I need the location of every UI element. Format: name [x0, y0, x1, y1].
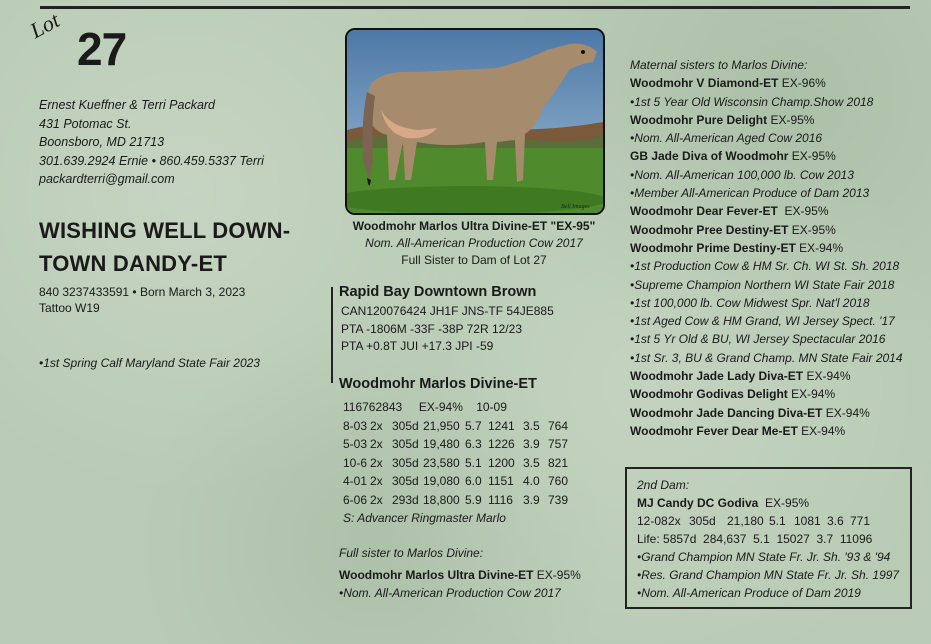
dam-record-cell: 305d [392, 474, 419, 488]
sire-line: CAN120076424 JH1F JNS-TF 54JE885 [341, 304, 554, 318]
dam-record-cell: 3.9 [523, 437, 540, 451]
maternal-sister-score: EX-94% [787, 387, 836, 402]
dam-records [343, 398, 574, 528]
dam-record-row [343, 454, 574, 473]
animal-name [39, 214, 290, 280]
top-rule [40, 6, 910, 9]
second-dam-award: •Nom. All-American Produce of Dam 2019 [637, 586, 861, 600]
maternal-sister-name: Woodmohr Fever Dear Me-ET [630, 423, 798, 438]
second-dam-record-cell: 1081 [794, 514, 821, 528]
maternal-sister-name: Woodmohr Prime Destiny-ET [630, 240, 796, 255]
maternal-sister-name: Woodmohr Jade Lady Diva-ET [630, 369, 804, 384]
dam-record-cell: 19,480 [423, 437, 460, 451]
dam-record-cell: 19,080 [423, 474, 460, 488]
dam-record-cell: 2x [370, 492, 383, 507]
maternal-sister-line [630, 74, 903, 92]
dam-id-line: 116762843 EX-94% 10-09 [343, 400, 507, 414]
dam-record-cell: 4.0 [523, 474, 540, 488]
second-dam-record-cell: 305d [689, 514, 716, 528]
maternal-header: Maternal sisters to Marlos Divine: [630, 58, 808, 72]
dam-record-cell: 23,580 [423, 455, 460, 470]
dam-record-row [343, 417, 574, 436]
dam-record-cell: 5.1 [465, 455, 482, 470]
dam-record-cell: 21,950 [423, 418, 460, 433]
animal-registration [39, 284, 245, 316]
maternal-sister-score: EX-95% [767, 112, 815, 127]
second-dam-record-cell: 3.6 [827, 514, 844, 528]
maternal-sister-line [630, 221, 903, 239]
full-sister-award: •Nom. All-American Production Cow 2017 [339, 586, 561, 600]
second-dam-score: EX-95% [758, 496, 810, 510]
maternal-sister-name: Woodmohr Pree Destiny-ET [630, 222, 789, 237]
maternal-sister-name: Woodmohr Dear Fever-ET [630, 204, 778, 219]
maternal-sister-score: EX-95% [788, 222, 836, 237]
dam-record-cell: 764 [548, 418, 569, 433]
dam-record-cell: 4-01 [343, 474, 368, 488]
dam-record-cell: 305d [392, 418, 419, 433]
consignor-contact [39, 96, 264, 189]
photo-caption-award: Nom. All-American Production Cow 2017 [365, 236, 583, 250]
maternal-sister-score: EX-94% [797, 423, 846, 438]
maternal-sister-line [630, 422, 903, 440]
second-dam-award: •Grand Champion MN State Fr. Jr. Sh. '93 & '94 [637, 550, 891, 564]
dam-record-cell: 5.7 [465, 418, 482, 433]
full-sister-header: Full sister to Marlos Divine: [339, 546, 484, 560]
cow-photo [345, 28, 605, 215]
dam-record-cell: 1226 [488, 437, 515, 451]
dam-record-cell: 293d [392, 492, 419, 507]
dam-record-row [343, 491, 574, 510]
photo-caption [339, 218, 609, 269]
maternal-sister-name: Woodmohr Jade Dancing Diva-ET [630, 405, 823, 420]
cow-photo-illustration [347, 30, 603, 213]
second-dam-record-cell: 5.1 [769, 514, 786, 528]
animal-tattoo: Tattoo W19 [39, 301, 100, 315]
maternal-sister-award: •1st Aged Cow & HM Grand, WI Jersey Spect. '17 [630, 314, 895, 329]
second-dam-record-cell: 12-08 [637, 514, 668, 528]
dam-record-cell: 8-03 [343, 418, 368, 433]
maternal-sister-score: EX-96% [778, 76, 826, 91]
consignor-email[interactable]: packardterri@gmail.com [39, 172, 175, 186]
photo-watermark: Bell Images [561, 204, 590, 210]
second-dam [637, 476, 899, 602]
sire-line: PTA +0.8T JUI +17.3 JPI -59 [341, 339, 494, 353]
second-dam-record [637, 512, 899, 530]
maternal-sister-score: EX-94% [822, 405, 870, 420]
dam-record-row [343, 472, 574, 491]
maternal-sister-line [630, 239, 903, 257]
maternal-sister-line [630, 385, 903, 403]
maternal-sister-line [630, 202, 903, 220]
sire-line: PTA -1806M -33F -38P 72R 12/23 [341, 321, 522, 336]
pedigree-bracket [331, 287, 333, 383]
maternal-sister-award: •Member All-American Produce of Dam 2013 [630, 186, 870, 201]
consignor-street: 431 Potomac St. [39, 116, 132, 131]
maternal-sister-score: EX-95% [777, 204, 829, 219]
maternal-sister-award: •Nom. All-American Aged Cow 2016 [630, 131, 823, 146]
dam-record-cell: 3.5 [523, 455, 540, 470]
maternal-sister-award: •1st Sr. 3, BU & Grand Champ. MN State Fair 2014 [630, 350, 903, 365]
maternal-sister-award: •1st Production Cow & HM Sr. Ch. WI St. Sh. 2018 [630, 259, 900, 274]
sire-details [341, 303, 554, 356]
maternal-sister-name: Woodmohr Godivas Delight [630, 387, 788, 402]
dam-record-cell: 5.9 [465, 492, 482, 507]
animal-name-line1: WISHING WELL DOWN- [39, 218, 291, 243]
dam-record-cell: 6-06 [343, 492, 368, 507]
dam-name: Woodmohr Marlos Divine-ET [339, 376, 537, 392]
animal-award: •1st Spring Calf Maryland State Fair 2023 [39, 356, 260, 370]
animal-name-line2: TOWN DANDY-ET [39, 251, 227, 276]
maternal-sister-award: •1st 100,000 lb. Cow Midwest Spr. Nat'l 2018 [630, 295, 870, 310]
maternal-sister-score: EX-95% [788, 149, 836, 164]
dam-record-cell: 1200 [488, 455, 515, 470]
photo-caption-note: Full Sister to Dam of Lot 27 [401, 253, 547, 267]
dam-record-cell: 2x [370, 437, 383, 451]
maternal-sister-award: •Nom. All-American 100,000 lb. Cow 2013 [630, 167, 854, 182]
dam-record-cell: 1241 [488, 418, 515, 433]
consignor-names: Ernest Kueffner & Terri Packard [39, 98, 216, 112]
animal-reg-born: 840 3237433591 • Born March 3, 2023 [39, 285, 246, 299]
maternal-sister-name: Woodmohr Pure Delight [630, 112, 768, 127]
maternal-sister-name: Woodmohr V Diamond-ET [630, 76, 779, 91]
dam-record-cell: 5-03 [343, 437, 368, 451]
dam-sire-line: S: Advancer Ringmaster Marlo [343, 511, 506, 525]
consignor-city: Boonsboro, MD 21713 [39, 135, 165, 149]
maternal-sister-line [630, 147, 903, 165]
dam-record-cell: 18,800 [423, 492, 460, 507]
dam-record-cell: 305d [392, 455, 419, 470]
dam-record-cell: 2x [370, 474, 383, 488]
maternal-sister-score: EX-94% [803, 369, 851, 384]
dam-record-cell: 3.9 [523, 492, 540, 507]
maternal-sister-award: •Supreme Champion Northern WI State Fair 2018 [630, 277, 895, 292]
dam-record-cell: 6.0 [465, 474, 482, 488]
second-dam-award: •Res. Grand Champion MN State Fr. Jr. Sh. 1997 [637, 568, 900, 582]
lot-number: 27 [77, 23, 127, 75]
maternal-sister-line [630, 367, 903, 385]
dam-record-cell: 757 [548, 437, 569, 451]
maternal-sisters [630, 56, 903, 440]
dam-record-cell: 1151 [488, 474, 514, 488]
full-sister-name: Woodmohr Marlos Ultra Divine-ET [339, 568, 534, 582]
second-dam-record-cell: 771 [850, 514, 871, 528]
dam-record-cell: 2x [370, 455, 383, 470]
second-dam-life: Life: 5857d 284,637 5.1 15027 3.7 11096 [637, 532, 873, 546]
second-dam-record-cell: 21,180 [727, 514, 764, 528]
full-sister [339, 566, 581, 602]
second-dam-name: MJ Candy DC Godiva [637, 496, 759, 510]
maternal-sister-award: •1st 5 Yr Old & BU, WI Jersey Spectacular 2016 [630, 332, 886, 347]
dam-record-cell: 739 [548, 492, 569, 507]
dam-record-cell: 1116 [488, 492, 513, 507]
dam-record-cell: 821 [548, 455, 569, 470]
photo-caption-name: Woodmohr Marlos Ultra Divine-ET "EX-95" [352, 219, 596, 233]
dam-record-cell: 6.3 [465, 437, 482, 451]
second-dam-header: 2nd Dam: [637, 478, 690, 492]
maternal-sister-line [630, 111, 903, 129]
dam-record-cell: 2x [370, 418, 383, 433]
maternal-sister-line [630, 404, 903, 422]
sire-name: Rapid Bay Downtown Brown [339, 284, 537, 300]
maternal-sister-award: •1st 5 Year Old Wisconsin Champ.Show 2018 [630, 94, 874, 109]
lot-label: Lot [25, 7, 64, 44]
consignor-phones: 301.639.2924 Ernie • 860.459.5337 Terri [39, 153, 264, 168]
dam-record-row [343, 435, 574, 454]
second-dam-record-cell: 2x [668, 514, 681, 528]
maternal-sister-name: GB Jade Diva of Woodmohr [630, 149, 789, 164]
maternal-sister-score: EX-94% [795, 240, 844, 255]
dam-record-cell: 10-6 [343, 455, 368, 470]
full-sister-score: EX-95% [533, 568, 581, 582]
dam-record-cell: 305d [392, 437, 419, 451]
dam-record-cell: 760 [548, 474, 569, 488]
dam-record-cell: 3.5 [523, 418, 540, 433]
